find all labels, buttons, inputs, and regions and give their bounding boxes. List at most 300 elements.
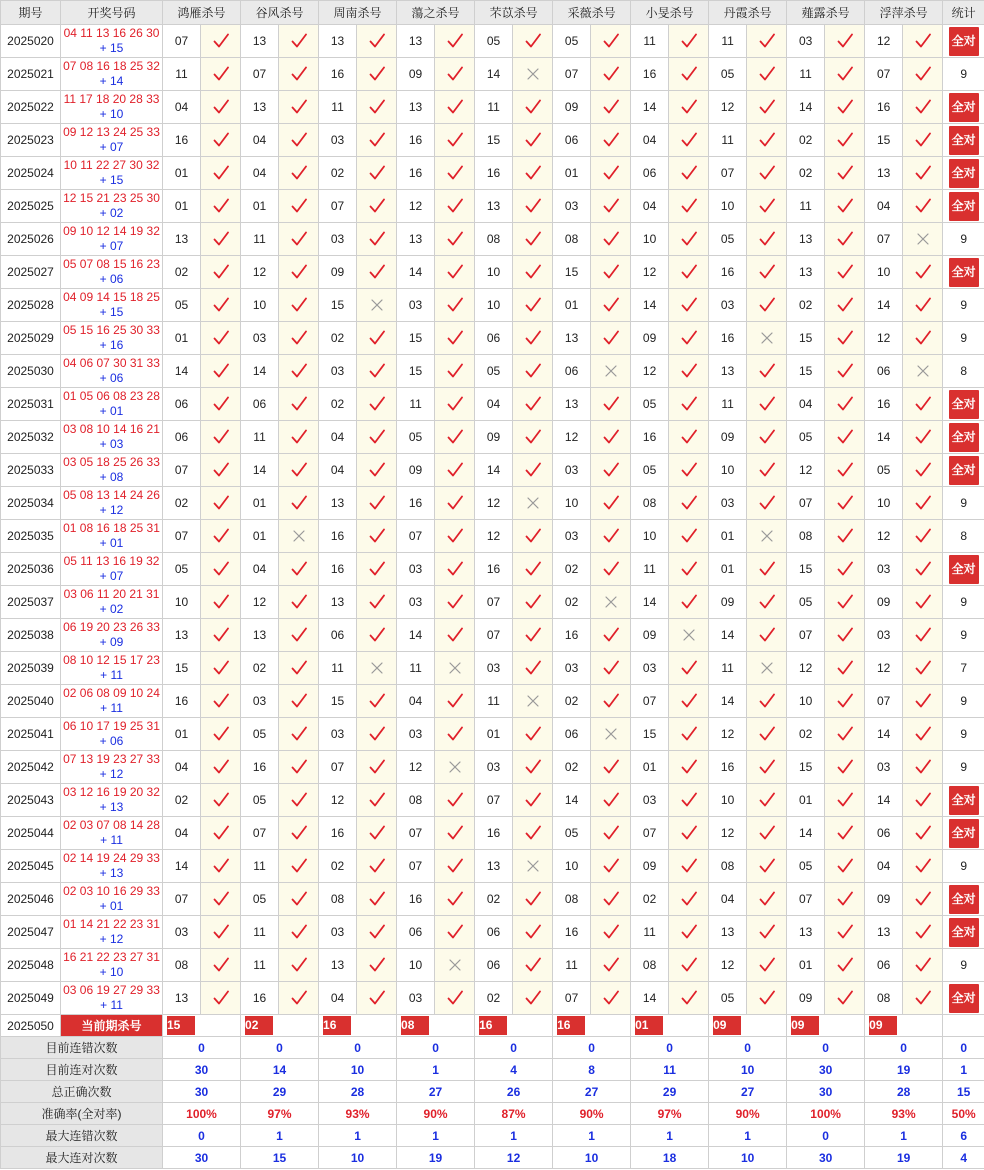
check-icon bbox=[369, 726, 385, 742]
hit-mark bbox=[435, 355, 475, 388]
kill-number: 07 bbox=[319, 751, 357, 784]
check-icon bbox=[213, 396, 229, 412]
hit-mark bbox=[201, 982, 241, 1015]
blue-ball: 15 bbox=[109, 41, 124, 55]
kill-number: 03 bbox=[163, 916, 201, 949]
stats-value: 14 bbox=[241, 1059, 319, 1081]
plus-sign: + bbox=[99, 206, 110, 220]
kill-number: 13 bbox=[163, 223, 201, 256]
kill-number: 14 bbox=[709, 685, 747, 718]
kill-number: 01 bbox=[241, 190, 279, 223]
plus-sign: + bbox=[100, 668, 111, 682]
hit-mark bbox=[747, 454, 787, 487]
draw-second-line bbox=[100, 107, 124, 121]
hit-mark bbox=[903, 256, 943, 289]
plus-sign: + bbox=[99, 41, 110, 55]
draw-second-line bbox=[100, 371, 124, 385]
cross-icon bbox=[525, 858, 541, 874]
check-icon bbox=[525, 132, 541, 148]
stats-value: 11 bbox=[631, 1059, 709, 1081]
red-balls: 10 11 22 27 30 32 bbox=[63, 158, 160, 172]
check-icon bbox=[603, 396, 619, 412]
hit-mark bbox=[279, 355, 319, 388]
cross-icon bbox=[915, 231, 931, 247]
draw-second-line bbox=[100, 437, 124, 451]
current-kill-number: 09 bbox=[869, 1016, 897, 1035]
check-icon bbox=[291, 495, 307, 511]
check-icon bbox=[369, 759, 385, 775]
check-icon bbox=[525, 33, 541, 49]
stats-value: 0 bbox=[475, 1037, 553, 1059]
hit-mark bbox=[903, 322, 943, 355]
kill-number: 10 bbox=[865, 256, 903, 289]
check-icon bbox=[447, 297, 463, 313]
kill-number: 05 bbox=[553, 25, 591, 58]
hit-mark bbox=[357, 355, 397, 388]
hit-mark bbox=[669, 421, 709, 454]
draw-second-line bbox=[100, 899, 124, 913]
check-icon bbox=[681, 726, 697, 742]
hit-mark bbox=[747, 916, 787, 949]
kill-number: 07 bbox=[163, 883, 201, 916]
current-kill-number: 02 bbox=[245, 1016, 273, 1035]
current-kill-number: 09 bbox=[791, 1016, 819, 1035]
check-icon bbox=[525, 198, 541, 214]
draw-numbers bbox=[61, 718, 163, 751]
draw-second-line bbox=[100, 569, 124, 583]
hit-mark bbox=[669, 355, 709, 388]
check-icon bbox=[369, 495, 385, 511]
cross-icon bbox=[447, 759, 463, 775]
hit-mark bbox=[357, 58, 397, 91]
hit-mark bbox=[201, 850, 241, 883]
kill-number: 01 bbox=[553, 157, 591, 190]
hit-mark bbox=[825, 850, 865, 883]
hit-mark bbox=[435, 91, 475, 124]
stats-value: 0 bbox=[397, 1037, 475, 1059]
hit-mark bbox=[669, 751, 709, 784]
kill-number: 11 bbox=[553, 949, 591, 982]
kill-number: 05 bbox=[787, 586, 825, 619]
all-correct-badge: 全对 bbox=[949, 258, 979, 287]
stats-value: 0 bbox=[709, 1037, 787, 1059]
kill-number: 06 bbox=[865, 949, 903, 982]
stats-value: 30 bbox=[163, 1081, 241, 1103]
check-icon bbox=[213, 462, 229, 478]
check-icon bbox=[213, 627, 229, 643]
stats-value: 0 bbox=[163, 1125, 241, 1147]
kill-number: 13 bbox=[241, 25, 279, 58]
draw-numbers bbox=[61, 883, 163, 916]
kill-number: 03 bbox=[397, 718, 435, 751]
stats-value: 4 bbox=[475, 1059, 553, 1081]
plus-sign: + bbox=[99, 635, 110, 649]
stats-label: 准确率(全对率) bbox=[1, 1103, 163, 1125]
hit-mark bbox=[435, 850, 475, 883]
hit-mark bbox=[903, 982, 943, 1015]
table-row bbox=[1, 817, 984, 850]
issue-cell: 2025020 bbox=[1, 25, 61, 58]
hit-mark bbox=[669, 817, 709, 850]
hit-mark bbox=[747, 25, 787, 58]
stats-value: 30 bbox=[163, 1059, 241, 1081]
check-icon bbox=[213, 594, 229, 610]
hit-mark bbox=[201, 454, 241, 487]
table-row bbox=[1, 916, 984, 949]
hit-mark bbox=[279, 124, 319, 157]
plus-sign: + bbox=[99, 734, 110, 748]
check-icon bbox=[759, 297, 775, 313]
check-icon bbox=[837, 99, 853, 115]
kill-number: 16 bbox=[553, 916, 591, 949]
draw-numbers bbox=[61, 949, 163, 982]
kill-number: 16 bbox=[319, 817, 357, 850]
hit-mark bbox=[591, 91, 631, 124]
stats-row bbox=[1, 1147, 984, 1169]
kill-number: 03 bbox=[787, 25, 825, 58]
check-icon bbox=[291, 561, 307, 577]
check-icon bbox=[603, 132, 619, 148]
check-icon bbox=[681, 165, 697, 181]
kill-number: 12 bbox=[865, 25, 903, 58]
kill-number: 13 bbox=[787, 223, 825, 256]
check-icon bbox=[915, 66, 931, 82]
kill-number: 12 bbox=[397, 190, 435, 223]
hit-mark bbox=[825, 322, 865, 355]
kill-number: 02 bbox=[163, 256, 201, 289]
hit-mark bbox=[669, 883, 709, 916]
kill-number: 06 bbox=[475, 949, 513, 982]
kill-number: 11 bbox=[475, 685, 513, 718]
stats-value: 10 bbox=[709, 1059, 787, 1081]
stats-value: 28 bbox=[319, 1081, 397, 1103]
kill-number: 06 bbox=[163, 421, 201, 454]
hit-mark bbox=[825, 817, 865, 850]
kill-number: 03 bbox=[865, 751, 903, 784]
hit-mark bbox=[357, 256, 397, 289]
stats-value: 90% bbox=[709, 1103, 787, 1125]
hit-mark bbox=[903, 289, 943, 322]
stats-value: 10 bbox=[319, 1147, 397, 1169]
table-row bbox=[1, 784, 984, 817]
check-icon bbox=[837, 264, 853, 280]
red-balls: 04 06 07 30 31 33 bbox=[63, 356, 160, 370]
check-icon bbox=[837, 462, 853, 478]
hit-mark bbox=[279, 388, 319, 421]
hit-mark bbox=[279, 751, 319, 784]
check-icon bbox=[915, 792, 931, 808]
kill-number: 06 bbox=[865, 355, 903, 388]
plus-sign: + bbox=[99, 338, 110, 352]
hit-mark bbox=[201, 949, 241, 982]
red-balls: 06 19 20 23 26 33 bbox=[63, 620, 160, 634]
stats-value: 0 bbox=[865, 1037, 943, 1059]
hit-mark bbox=[747, 685, 787, 718]
table-row bbox=[1, 421, 984, 454]
draw-second-line bbox=[100, 41, 124, 55]
hit-mark bbox=[825, 487, 865, 520]
check-icon bbox=[915, 528, 931, 544]
hit-mark bbox=[357, 817, 397, 850]
check-icon bbox=[525, 627, 541, 643]
kill-number: 08 bbox=[397, 784, 435, 817]
miss-mark bbox=[513, 685, 553, 718]
hit-mark bbox=[357, 124, 397, 157]
kill-number: 13 bbox=[553, 322, 591, 355]
current-kill-number: 16 bbox=[323, 1016, 351, 1035]
kill-number: 15 bbox=[631, 718, 669, 751]
table-row bbox=[1, 388, 984, 421]
current-kill-cell bbox=[475, 1015, 553, 1037]
draw-second-line bbox=[100, 338, 124, 352]
hit-mark bbox=[513, 883, 553, 916]
kill-number: 14 bbox=[865, 289, 903, 322]
kill-number: 11 bbox=[709, 124, 747, 157]
red-balls: 03 08 10 14 16 21 bbox=[63, 422, 160, 436]
stats-value: 0 bbox=[319, 1037, 397, 1059]
kill-number: 15 bbox=[163, 652, 201, 685]
check-icon bbox=[525, 594, 541, 610]
hit-mark bbox=[747, 355, 787, 388]
kill-number: 03 bbox=[241, 322, 279, 355]
hit-mark bbox=[747, 553, 787, 586]
check-icon bbox=[915, 132, 931, 148]
kill-number: 03 bbox=[553, 652, 591, 685]
check-icon bbox=[681, 660, 697, 676]
hit-mark bbox=[591, 487, 631, 520]
kill-number: 05 bbox=[709, 982, 747, 1015]
issue-cell: 2025030 bbox=[1, 355, 61, 388]
kill-number: 07 bbox=[787, 487, 825, 520]
check-icon bbox=[837, 396, 853, 412]
hit-mark bbox=[279, 25, 319, 58]
hit-mark bbox=[435, 388, 475, 421]
stats-total: 6 bbox=[943, 1125, 984, 1147]
kill-number: 06 bbox=[475, 916, 513, 949]
header-expert: 丹霞杀号 bbox=[709, 1, 787, 25]
kill-number: 04 bbox=[397, 685, 435, 718]
kill-number: 16 bbox=[319, 58, 357, 91]
kill-number: 13 bbox=[241, 91, 279, 124]
miss-mark bbox=[903, 223, 943, 256]
check-icon bbox=[525, 990, 541, 1006]
kill-number: 02 bbox=[553, 553, 591, 586]
issue-cell: 2025021 bbox=[1, 58, 61, 91]
table-row bbox=[1, 949, 984, 982]
kill-number: 08 bbox=[553, 883, 591, 916]
hit-mark bbox=[669, 487, 709, 520]
check-icon bbox=[759, 495, 775, 511]
kill-number: 16 bbox=[397, 157, 435, 190]
kill-number: 01 bbox=[475, 718, 513, 751]
blue-ball: 03 bbox=[109, 437, 124, 451]
stat-cell bbox=[943, 190, 984, 223]
hit-mark bbox=[903, 553, 943, 586]
stats-label: 总正确次数 bbox=[1, 1081, 163, 1103]
stats-row bbox=[1, 1125, 984, 1147]
check-icon bbox=[837, 660, 853, 676]
kill-number: 04 bbox=[865, 190, 903, 223]
kill-number: 04 bbox=[163, 91, 201, 124]
hit-mark bbox=[513, 520, 553, 553]
blue-ball: 06 bbox=[109, 371, 124, 385]
hit-mark bbox=[279, 421, 319, 454]
check-icon bbox=[759, 957, 775, 973]
check-icon bbox=[291, 66, 307, 82]
hit-mark bbox=[201, 487, 241, 520]
blue-ball: 12 bbox=[109, 503, 124, 517]
hit-mark bbox=[591, 619, 631, 652]
kill-number: 07 bbox=[709, 157, 747, 190]
cross-icon bbox=[603, 363, 619, 379]
draw-second-line bbox=[100, 470, 124, 484]
hit-mark bbox=[825, 685, 865, 718]
kill-number: 13 bbox=[319, 25, 357, 58]
check-icon bbox=[603, 858, 619, 874]
kill-number: 03 bbox=[553, 520, 591, 553]
hit-mark bbox=[201, 157, 241, 190]
hit-mark bbox=[747, 883, 787, 916]
stat-cell: 7 bbox=[943, 652, 984, 685]
stat-cell bbox=[943, 982, 984, 1015]
kill-number: 04 bbox=[163, 751, 201, 784]
hit-mark bbox=[201, 520, 241, 553]
check-icon bbox=[915, 924, 931, 940]
stat-cell: 9 bbox=[943, 586, 984, 619]
kill-number: 05 bbox=[631, 388, 669, 421]
kill-number: 10 bbox=[163, 586, 201, 619]
miss-mark bbox=[357, 289, 397, 322]
kill-number: 16 bbox=[475, 817, 513, 850]
cross-icon bbox=[447, 660, 463, 676]
kill-number: 07 bbox=[631, 817, 669, 850]
kill-number: 01 bbox=[241, 487, 279, 520]
check-icon bbox=[915, 693, 931, 709]
stats-value: 15 bbox=[241, 1147, 319, 1169]
stats-value: 0 bbox=[553, 1037, 631, 1059]
stats-value: 97% bbox=[631, 1103, 709, 1125]
plus-sign: + bbox=[99, 239, 110, 253]
kill-number: 11 bbox=[709, 388, 747, 421]
table-row bbox=[1, 883, 984, 916]
check-icon bbox=[759, 561, 775, 577]
issue-cell: 2025046 bbox=[1, 883, 61, 916]
check-icon bbox=[213, 660, 229, 676]
hit-mark bbox=[903, 487, 943, 520]
kill-number: 11 bbox=[709, 25, 747, 58]
check-icon bbox=[447, 198, 463, 214]
hit-mark bbox=[435, 586, 475, 619]
check-icon bbox=[681, 132, 697, 148]
check-icon bbox=[603, 627, 619, 643]
hit-mark bbox=[435, 421, 475, 454]
draw-numbers bbox=[61, 586, 163, 619]
stats-value: 1 bbox=[319, 1125, 397, 1147]
kill-number: 01 bbox=[163, 322, 201, 355]
hit-mark bbox=[279, 289, 319, 322]
hit-mark bbox=[513, 586, 553, 619]
miss-mark bbox=[669, 619, 709, 652]
stat-cell: 9 bbox=[943, 619, 984, 652]
plus-sign: + bbox=[99, 437, 110, 451]
miss-mark bbox=[747, 322, 787, 355]
miss-mark bbox=[591, 586, 631, 619]
miss-mark bbox=[591, 718, 631, 751]
table-row bbox=[1, 223, 984, 256]
kill-number: 01 bbox=[631, 751, 669, 784]
check-icon bbox=[369, 132, 385, 148]
hit-mark bbox=[513, 817, 553, 850]
check-icon bbox=[681, 825, 697, 841]
hit-mark bbox=[903, 685, 943, 718]
kill-number: 10 bbox=[631, 520, 669, 553]
check-icon bbox=[447, 495, 463, 511]
draw-second-line bbox=[100, 998, 123, 1012]
kill-number: 11 bbox=[397, 652, 435, 685]
kill-number: 04 bbox=[319, 982, 357, 1015]
red-balls: 02 14 19 24 29 33 bbox=[63, 851, 160, 865]
kill-number: 14 bbox=[475, 454, 513, 487]
kill-number: 12 bbox=[709, 91, 747, 124]
stats-value: 29 bbox=[241, 1081, 319, 1103]
stats-value: 10 bbox=[553, 1147, 631, 1169]
blue-ball: 09 bbox=[109, 635, 124, 649]
current-kill-number: 09 bbox=[713, 1016, 741, 1035]
issue-cell: 2025022 bbox=[1, 91, 61, 124]
kill-number: 03 bbox=[319, 916, 357, 949]
check-icon bbox=[759, 165, 775, 181]
check-icon bbox=[681, 792, 697, 808]
kill-number: 10 bbox=[709, 454, 747, 487]
kill-number: 14 bbox=[553, 784, 591, 817]
hit-mark bbox=[669, 223, 709, 256]
kill-number: 08 bbox=[787, 520, 825, 553]
hit-mark bbox=[279, 916, 319, 949]
kill-number: 01 bbox=[787, 784, 825, 817]
table-row bbox=[1, 850, 984, 883]
kill-number: 14 bbox=[709, 619, 747, 652]
issue-cell: 2025035 bbox=[1, 520, 61, 553]
check-icon bbox=[525, 726, 541, 742]
kill-number: 02 bbox=[787, 157, 825, 190]
kill-number: 05 bbox=[475, 355, 513, 388]
kill-number: 12 bbox=[475, 520, 513, 553]
red-balls: 07 13 19 23 27 33 bbox=[63, 752, 160, 766]
kill-number: 04 bbox=[631, 190, 669, 223]
blue-ball: 07 bbox=[109, 239, 124, 253]
kill-number: 16 bbox=[163, 124, 201, 157]
hit-mark bbox=[825, 553, 865, 586]
red-balls: 01 14 21 22 23 31 bbox=[63, 917, 160, 931]
red-balls: 05 08 13 14 24 26 bbox=[63, 488, 160, 502]
red-balls: 02 03 07 08 14 28 bbox=[63, 818, 160, 832]
hit-mark bbox=[669, 388, 709, 421]
check-icon bbox=[603, 198, 619, 214]
stat-cell: 8 bbox=[943, 355, 984, 388]
hit-mark bbox=[201, 322, 241, 355]
check-icon bbox=[369, 198, 385, 214]
check-icon bbox=[369, 462, 385, 478]
stat-cell bbox=[943, 124, 984, 157]
draw-numbers bbox=[61, 58, 163, 91]
stats-label: 目前连错次数 bbox=[1, 1037, 163, 1059]
kill-number: 15 bbox=[397, 322, 435, 355]
hit-mark bbox=[513, 388, 553, 421]
cross-icon bbox=[759, 330, 775, 346]
hit-mark bbox=[279, 454, 319, 487]
check-icon bbox=[837, 132, 853, 148]
stat-cell: 9 bbox=[943, 685, 984, 718]
